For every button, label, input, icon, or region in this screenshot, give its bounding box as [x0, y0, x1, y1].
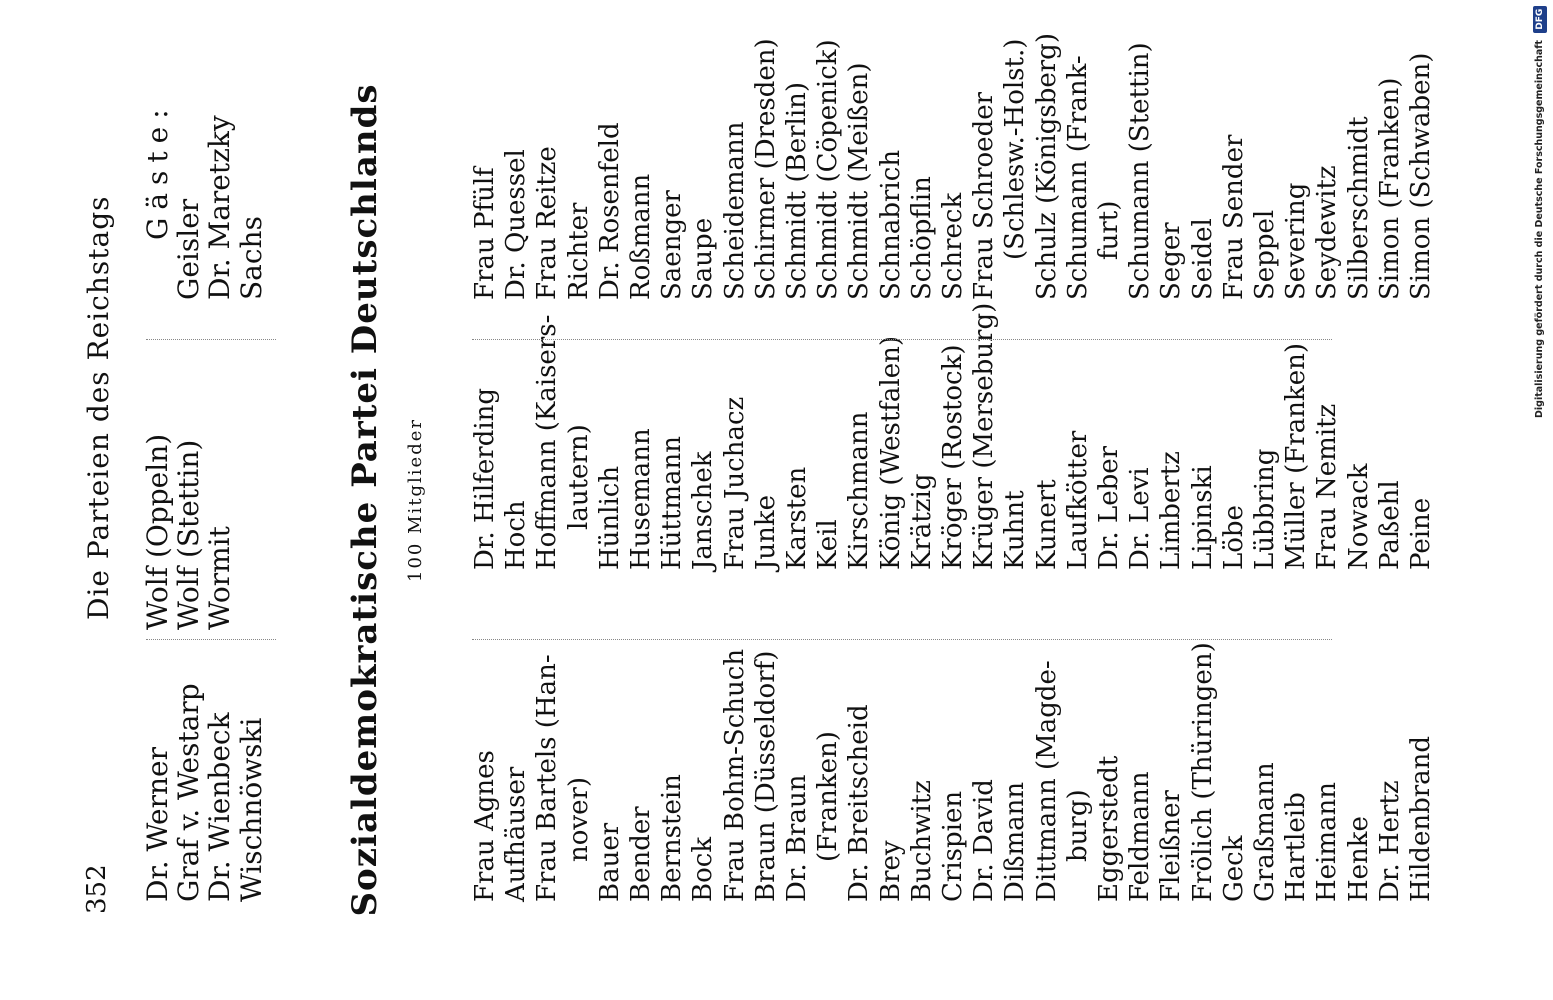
digitization-credit: [1528, 8, 1552, 418]
list-item: Schirmer (Dresden): [750, 38, 781, 300]
list-item: Buchwitz: [906, 780, 937, 902]
list-item: Dr. Werner: [141, 747, 174, 902]
list-item: Bock: [688, 836, 719, 902]
list-item: Saupe: [688, 217, 719, 300]
list-item: Richter: [563, 202, 594, 300]
list-item: (Franken): [813, 731, 844, 862]
list-item: Dr. Rosenfeld: [594, 122, 625, 300]
list-item: Schumann (Stettin): [1125, 42, 1156, 300]
guests-heading: Gäste:: [141, 101, 174, 240]
list-item: Frau Reitze: [532, 146, 563, 300]
list-item: Krätzig: [906, 473, 937, 570]
list-item: Dr. David: [969, 779, 1000, 902]
list-item: Frau Bohm-Schuch: [719, 648, 750, 902]
list-item: Seppel: [1250, 209, 1281, 300]
list-item: Graßmann: [1250, 762, 1281, 902]
list-item: Frölich (Thüringen): [1187, 642, 1218, 902]
list-item: nover): [563, 776, 594, 862]
list-item: Bender: [626, 806, 657, 902]
party-heading: Sozialdemokratische Partei Deutschlands: [345, 83, 385, 917]
list-item: Frau Schroeder: [969, 91, 1000, 300]
list-item: Sachs: [234, 216, 268, 300]
list-item: Bauer: [594, 822, 625, 902]
list-item: Hoffmann (Kaisers-: [532, 314, 563, 570]
list-item: Brey: [875, 840, 906, 902]
credit-line: [1528, 8, 1552, 418]
list-item: Dr. Hilferding: [470, 387, 500, 570]
list-item: Schnabrich: [875, 149, 906, 300]
list-item: Laufkötter: [1062, 430, 1093, 570]
credit-text: Digitalisierung gefördert durch die Deutsche Forschungsgemeinschaft: [1534, 40, 1545, 418]
top-list-col1: [142, 683, 267, 902]
list-item: Braun (Düsseldorf): [750, 650, 781, 902]
list-item: Frau Juchacz: [719, 396, 750, 570]
column-divider: [146, 339, 276, 340]
list-item: Schulz (Königsberg): [1031, 33, 1062, 300]
list-item: Crispien: [938, 790, 969, 902]
page-number: 352: [82, 864, 112, 914]
list-item: Schmidt (Berlin): [782, 81, 813, 300]
list-item: Husemann: [626, 428, 657, 570]
list-item: Limbertz: [1156, 451, 1187, 570]
list-item: Simon (Schwaben): [1406, 52, 1437, 300]
guests-block: [142, 101, 267, 300]
list-item: Krüger (Merseburg): [969, 302, 1000, 570]
list-item: Frau Pfülf: [470, 167, 500, 300]
list-item: Löbe: [1218, 505, 1249, 570]
running-title: Die Parteien des Reichstags: [82, 195, 115, 620]
list-item: Lipinski: [1187, 465, 1218, 570]
list-item: Eggerstedt: [1094, 755, 1125, 902]
list-item: Geck: [1218, 835, 1249, 902]
list-item: burg): [1062, 789, 1093, 862]
list-item: Hünlich: [594, 465, 625, 570]
list-item: König (Westfalen): [875, 336, 906, 570]
list-item: Wormit: [203, 526, 237, 630]
list-item: Frau Nemitz: [1312, 403, 1343, 570]
list-item: Heimann: [1312, 781, 1343, 902]
list-item: Hoch: [501, 500, 532, 570]
list-item: Henke: [1343, 816, 1374, 902]
list-item: Dr. Quessel: [501, 149, 532, 300]
list-item: Schmidt (Cöpenick): [813, 39, 844, 300]
list-item: Bernstein: [657, 774, 688, 902]
list-item: Frau Sender: [1218, 134, 1249, 300]
list-item: Paßehl: [1374, 480, 1405, 570]
list-item: Müller (Franken): [1281, 343, 1312, 570]
list-item: Peine: [1406, 497, 1437, 570]
list-item: Hüttmann: [657, 436, 688, 570]
list-item: Kirschmann: [844, 411, 875, 570]
list-item: Frau Bartels (Han-: [532, 654, 563, 902]
list-item: Kröger (Rostock): [938, 344, 969, 570]
list-item: lautern): [563, 424, 594, 530]
list-item: furt): [1094, 200, 1125, 260]
list-item: Lübbring: [1250, 448, 1281, 570]
list-item: Severing: [1281, 182, 1312, 300]
list-item: Hartleib: [1281, 792, 1312, 902]
list-item: Aufhäuser: [501, 766, 532, 902]
list-item: Dr. Levi: [1125, 467, 1156, 570]
column-divider: [472, 639, 1332, 640]
list-item: Dr. Maretzky: [203, 115, 237, 300]
list-item: Dr. Hertz: [1374, 780, 1405, 902]
list-item: Schumann (Frank-: [1062, 55, 1093, 300]
members-col2: [470, 303, 1437, 570]
dfg-logo: DFG: [1533, 6, 1547, 33]
list-item: Dr. Breitscheid: [844, 704, 875, 902]
list-item: (Schlesw.-Holst.): [1000, 38, 1031, 260]
member-count: 100 Mitglieder: [405, 418, 426, 582]
list-item: Wolf (Oppeln): [141, 433, 174, 630]
list-item: Feldmann: [1125, 771, 1156, 902]
column-divider: [146, 639, 276, 640]
members-col3: [470, 33, 1437, 300]
list-item: Kunert: [1031, 479, 1062, 570]
list-item: Wischnöwski: [234, 717, 268, 902]
list-item: Seidel: [1187, 218, 1218, 300]
list-item: Nowack: [1343, 463, 1374, 570]
top-list-col2: [142, 434, 236, 630]
list-item: Geisler: [172, 198, 206, 300]
list-item: Saenger: [657, 190, 688, 300]
list-item: Graf v. Westarp: [172, 683, 206, 902]
list-item: Hildenbrand: [1406, 735, 1437, 902]
list-item: Frau Agnes: [470, 750, 500, 902]
list-item: Scheidemann: [719, 121, 750, 300]
members-col1: [470, 642, 1437, 902]
list-item: Dr. Braun: [782, 774, 813, 902]
list-item: Fleißner: [1156, 790, 1187, 902]
list-item: Keil: [813, 519, 844, 570]
list-item: Schreck: [938, 192, 969, 300]
column-divider: [472, 339, 1332, 340]
list-item: Dittmann (Magde-: [1031, 660, 1062, 902]
list-item: Dr. Leber: [1094, 445, 1125, 570]
list-item: Seydewitz: [1312, 165, 1343, 300]
list-item: Junke: [750, 494, 781, 570]
list-item: Dißmann: [1000, 781, 1031, 902]
list-item: Kuhnt: [1000, 490, 1031, 570]
list-item: Schmidt (Meißen): [844, 62, 875, 300]
list-item: Dr. Wienbeck: [203, 712, 237, 902]
list-item: Schöpflin: [906, 176, 937, 300]
list-item: Seger: [1156, 222, 1187, 300]
list-item: Roßmann: [626, 173, 657, 300]
list-item: Janschek: [688, 451, 719, 570]
list-item: Wolf (Stettin): [172, 439, 206, 630]
list-item: Simon (Franken): [1374, 77, 1405, 300]
list-item: Karsten: [782, 466, 813, 570]
list-item: Silberschmidt: [1343, 116, 1374, 300]
